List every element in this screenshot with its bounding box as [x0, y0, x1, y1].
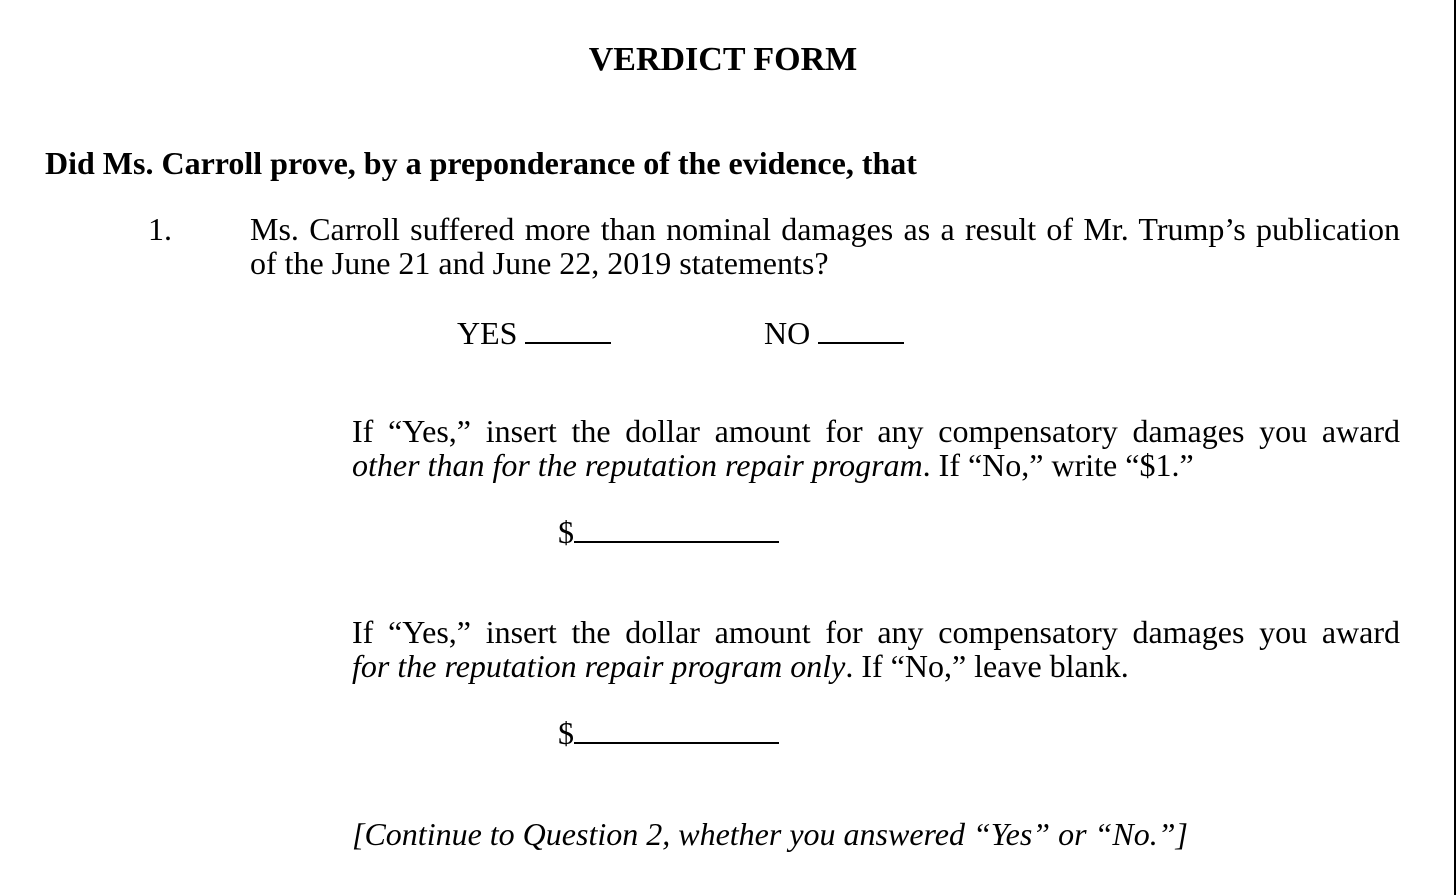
yes-label: YES [457, 315, 518, 351]
no-label: NO [764, 315, 811, 351]
no-choice [764, 312, 904, 352]
dollar-sign: $ [558, 715, 574, 751]
dollar-sign: $ [558, 514, 574, 550]
yes-choice [457, 312, 611, 352]
question-intro: Did Ms. Carroll prove, by a preponderance of the evidence, that [45, 145, 917, 181]
amount-field-other-damages [558, 513, 779, 551]
amount-blank-line[interactable] [574, 513, 779, 543]
question-number: 1. [148, 211, 172, 247]
instruction-italic-text: other than for the reputation repair program [352, 447, 923, 483]
continue-note: [Continue to Question 2, whether you answered “Yes” or “No.”] [352, 816, 1188, 852]
instruction-line [352, 448, 1400, 482]
instruction-other-damages [352, 414, 1400, 482]
instruction-repair-program [352, 615, 1400, 683]
instruction-line: If “Yes,” insert the dollar amount for any compensatory damages you award [352, 614, 1400, 650]
instruction-italic-text: for the reputation repair program only [352, 648, 846, 684]
instruction-line: If “Yes,” insert the dollar amount for any compensatory damages you award [352, 413, 1400, 449]
question-text: Ms. Carroll suffered more than nominal damages as a result of Mr. Trump’s publication of the June 21 and June 22, 2019 statements? [250, 211, 1400, 281]
yes-blank-line[interactable] [525, 312, 611, 344]
amount-field-repair-program [558, 714, 779, 752]
instruction-line [352, 649, 1400, 683]
amount-blank-line[interactable] [574, 714, 779, 744]
instruction-rest-text: . If “No,” leave blank. [845, 648, 1129, 684]
page-title: VERDICT FORM [588, 41, 858, 78]
no-blank-line[interactable] [818, 312, 904, 344]
instruction-rest-text: . If “No,” write “$1.” [922, 447, 1194, 483]
